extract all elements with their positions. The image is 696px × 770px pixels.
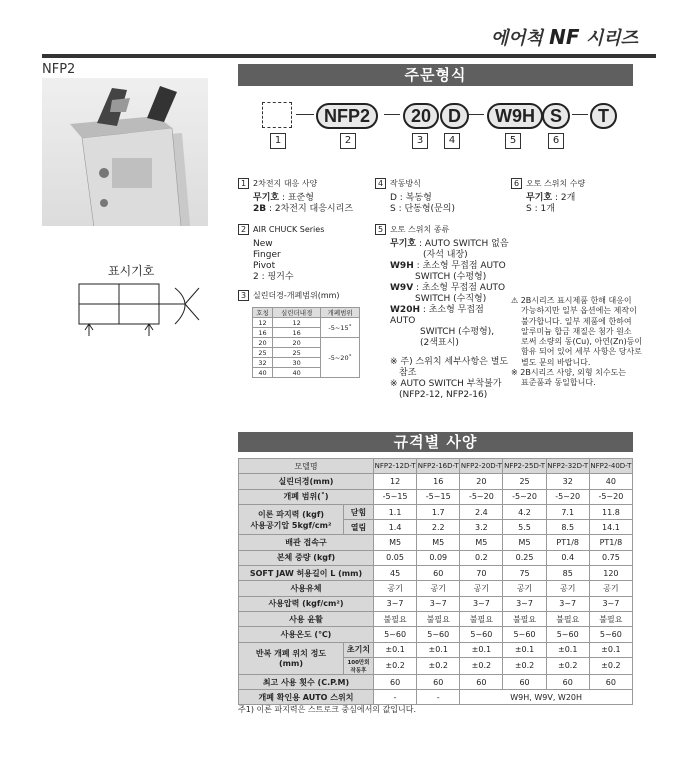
code-dash — [468, 114, 484, 115]
section-5: 5 오토 스위치 종류 무기호 : AUTO SWITCH 없음 (자석 내장) W9H : 초소형 무접점 AUTO SWITCH (수평형) W9V : 초소형 무접점 AUTO SWITCH (수직형) W20H : 초소형 무접점 AUTO SWITCH (수평형), (2색표시) ※ 주) 스위치 세부사항은 별도 참조 ※ AUTO SWITCH 부착불가 (NFP2-12, NFP2-16) — [375, 224, 510, 401]
header-rule — [42, 54, 656, 58]
code-action: D — [440, 103, 469, 129]
spec-table: 모델명 NFP2-12D-T NFP2-16D-T NFP2-20D-T NFP2-25D-T NFP2-32D-T NFP2-40D-T 실린더경(mm) 12 16 20 25 32 40 개폐 범위(˚) -5~15 -5~15 -5~20 -5~20 -5~20 -5~20 이론 파지력 (kgf) 사용공기압 5kgf/cm² 닫힘 1.1 1.7 2.4 4.2 7.1 11.8 열림 1.4 2.2 3.2 5.5 8.5 14.1 배관 접속구 M5 M5 M5 M5 PT1/8 PT1/8 본체 중량 (kgf) 0.05 0.09 0.2 0.25 0.4 0.75 SOFT JAW 허용길이 L (mm) 45 60 70 75 85 120 사용유체 공기 공기 공기 공기 공기 공기 사용압력 (kgf/cm²) 3~7 3~7 3~7 3~7 3~7 3~7 사용 윤활 불필요 불필요 불필요 불필요 불필요 불필요 사용온도 (℃) 5~60 5~60 5~60 5~60 5~60 5~60 반복 개폐 위치 정도 (mm) 초기치 ±0.1 ±0.1 ±0.1 ±0.1 ±0.1 ±0.1 100만회 작동후 ±0.2 ±0.2 ±0.2 ±0.2 ±0.2 ±0.2 최고 사용 횟수 (C.P.M) 60 60 60 60 60 60 개폐 확인용 AUTO 스위치 - - W9H, W9V, W20H — [238, 458, 633, 705]
code-num-1: 1 — [270, 133, 286, 149]
spec-bar: 규격별 사양 — [238, 432, 633, 452]
code-blank-box — [262, 102, 292, 128]
pneumatic-symbol — [75, 280, 205, 340]
bore-table: 호칭 실린더내경 개폐범위 12 12 -5~15˚ 16 16 20 20 -5~20˚ 25 25 32 30 40 40 — [252, 307, 360, 378]
footnote: 주1) 이론 파지력은 스트로크 중심에서의 값입니다. — [238, 705, 417, 714]
product-photo — [42, 78, 208, 226]
section-2: 2 AIR CHUCK Series New Finger Pivot 2 : 핑거수 — [238, 224, 328, 283]
code-option: T — [590, 103, 617, 129]
code-num-6: 6 — [548, 133, 564, 149]
section-4: 4 작동방식 D : 복동형 S : 단동형(문의) — [375, 178, 455, 215]
code-dash — [572, 114, 588, 115]
code-num-2: 2 — [340, 133, 356, 149]
code-num-3: 3 — [412, 133, 428, 149]
code-num-5: 5 — [505, 133, 521, 149]
section-3: 3 실린더경-개폐범위(mm) — [238, 290, 344, 305]
code-switch: W9H — [487, 103, 543, 129]
code-dash — [296, 114, 314, 115]
code-num-4: 4 — [444, 133, 460, 149]
symbol-label: 표시기호 — [108, 264, 155, 278]
section-1: 1 2차전지 대응 사양 무기호 : 표준형 2B : 2차전지 대응시리즈 — [238, 178, 353, 215]
warning-note: ⚠ 2B시리즈 표시제품 한해 대응이 가능하지만 일부 옵션에는 제작이 불가합니다. 일부 제품에 한하여 알루미늄 합금 재질은 첨가 원소 로써 소량의 동(Cu), 아연(Zn)등이 함유 되어 있어 세부 사항은 당사로 별도 문의 바랍니다. ※ 2B시리즈 사양, 외형 치수도는 표준품과 동일합니다. — [511, 296, 643, 388]
code-series: NFP2 — [316, 103, 378, 129]
code-qty: S — [542, 103, 570, 129]
section-6: 6 오토 스위치 수량 무기호 : 2개 S : 1개 — [511, 178, 589, 215]
series-title: 에어척 NF 시리즈 — [490, 25, 638, 49]
code-bore: 20 — [403, 103, 439, 129]
order-format-bar: 주문형식 — [238, 64, 633, 86]
model-label: NFP2 — [42, 62, 76, 77]
code-dash — [384, 114, 400, 115]
